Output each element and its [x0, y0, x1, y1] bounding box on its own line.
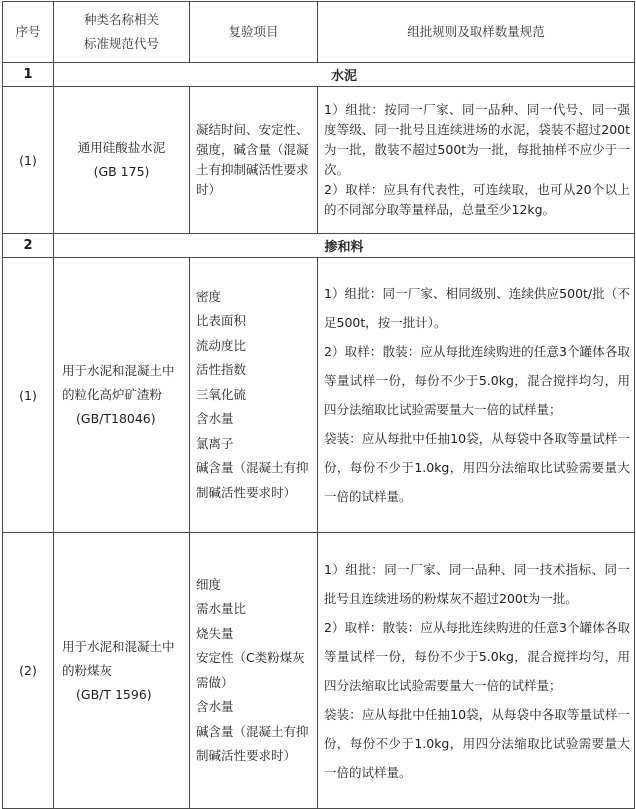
test-items — [190, 258, 318, 533]
test-item: 需水量比 — [196, 601, 247, 616]
header-name-line1: 种类名称相关 — [83, 12, 159, 27]
sampling-rules-table — [2, 1, 635, 809]
material-name — [54, 258, 190, 533]
standard-code: (GB/T18046) — [76, 411, 156, 426]
material-name — [54, 533, 190, 809]
material-name-text: 用于水泥和混凝土中的粒化高炉矿渣粉 — [62, 363, 175, 402]
rule-sampling-bulk: 2）取样：散装：应从每批连续购进的任意3个罐体各取等量试样一份，每份不少于5.0kg，混合搅拌均匀，用四分法缩取比试验需要量大一倍的试样量； — [324, 344, 630, 417]
header-index: 序号 — [3, 2, 54, 63]
test-item: 流动度比 — [196, 337, 247, 353]
header-name — [54, 2, 190, 63]
rule-batching: 1）组批：按同一厂家、同一品种、同一代号、同一强度等级、同一批号且连续进场的水泥，袋装不超过200t为一批，散装不超过500t为一批，每批抽样不应少于一次。 — [324, 102, 630, 177]
sampling-rules — [318, 258, 635, 533]
test-items — [190, 533, 318, 809]
rule-sampling: 2）取样：应具有代表性，可连续取，也可从20个以上的不同部分取等量样品，总量至少12kg。 — [324, 182, 630, 217]
rule-batching: 1）组批：同一厂家、相同级别、连续供应500t/批（不足500t，按一批计）。 — [324, 286, 630, 330]
row-index: (1) — [3, 87, 54, 234]
section-row-cement — [3, 63, 635, 87]
material-name — [54, 87, 190, 234]
test-item: 活性指数 — [196, 362, 247, 378]
test-item: 三氧化硫 — [196, 386, 247, 402]
sampling-rules — [318, 87, 635, 234]
test-items-text: 凝结时间、安定性、强度，碱含量（混凝土有抑制碱活性要求时） — [196, 122, 309, 197]
section-title: 水泥 — [54, 63, 635, 87]
test-item: 碱含量（混凝土有抑制碱活性要求时） — [196, 460, 309, 500]
table-row — [3, 87, 635, 234]
test-item: 密度 — [196, 288, 222, 304]
table-row — [3, 533, 635, 809]
test-items — [190, 87, 318, 234]
test-item: 烧失量 — [196, 625, 234, 641]
header-items: 复验项目 — [190, 2, 318, 63]
material-name-text: 通用硅酸盐水泥 — [77, 140, 166, 155]
rule-sampling-bagged: 袋装：应从每批中任抽10袋，从每袋中各取等量试样一份，每份不少于1.0kg，用四分法缩取比试验需要量大一倍的试样量。 — [324, 431, 630, 504]
section-number: 1 — [3, 63, 54, 87]
test-item: 氯离子 — [196, 435, 234, 451]
section-number: 2 — [3, 234, 54, 258]
test-item: 碱含量（混凝土有抑制碱活性要求时） — [196, 723, 309, 763]
header-name-line2: 标准规范代号 — [83, 36, 159, 51]
test-item: 细度 — [196, 576, 222, 592]
table-header-row — [3, 2, 635, 63]
rule-sampling-bagged: 袋装：应从每批中任抽10袋，从每袋中各取等量试样一份，每份不少于1.0kg，用四分法缩取比试验需要量大一倍的试样量。 — [324, 706, 630, 780]
test-item: 含水量 — [196, 411, 234, 427]
test-item: 含水量 — [196, 699, 234, 714]
rule-batching: 1）组批：同一厂家、同一品种、同一技术指标、同一批号且连续进场的粉煤灰不超过200t为一批。 — [324, 561, 630, 606]
rule-sampling-bulk: 2）取样：散装：应从每批连续购进的任意3个罐体各取等量试样一份，每份不少于5.0kg，混合搅拌均匀，用四分法缩取比试验需要量大一倍的试样量； — [324, 619, 630, 693]
table-row — [3, 258, 635, 533]
test-item: 比表面积 — [196, 313, 247, 329]
test-item: 安定性（C类粉煤灰需做） — [196, 650, 305, 690]
row-index: (2) — [3, 533, 54, 809]
sampling-rules — [318, 533, 635, 809]
section-title: 掺和料 — [54, 234, 635, 258]
standard-code: (GB 175) — [93, 164, 150, 179]
material-name-text: 用于水泥和混凝土中的粉煤灰 — [62, 638, 175, 678]
standard-code: (GB/T 1596) — [76, 686, 152, 702]
section-row-admixture — [3, 234, 635, 258]
header-rules: 组批规则及取样数量规范 — [318, 2, 635, 63]
row-index: (1) — [3, 258, 54, 533]
